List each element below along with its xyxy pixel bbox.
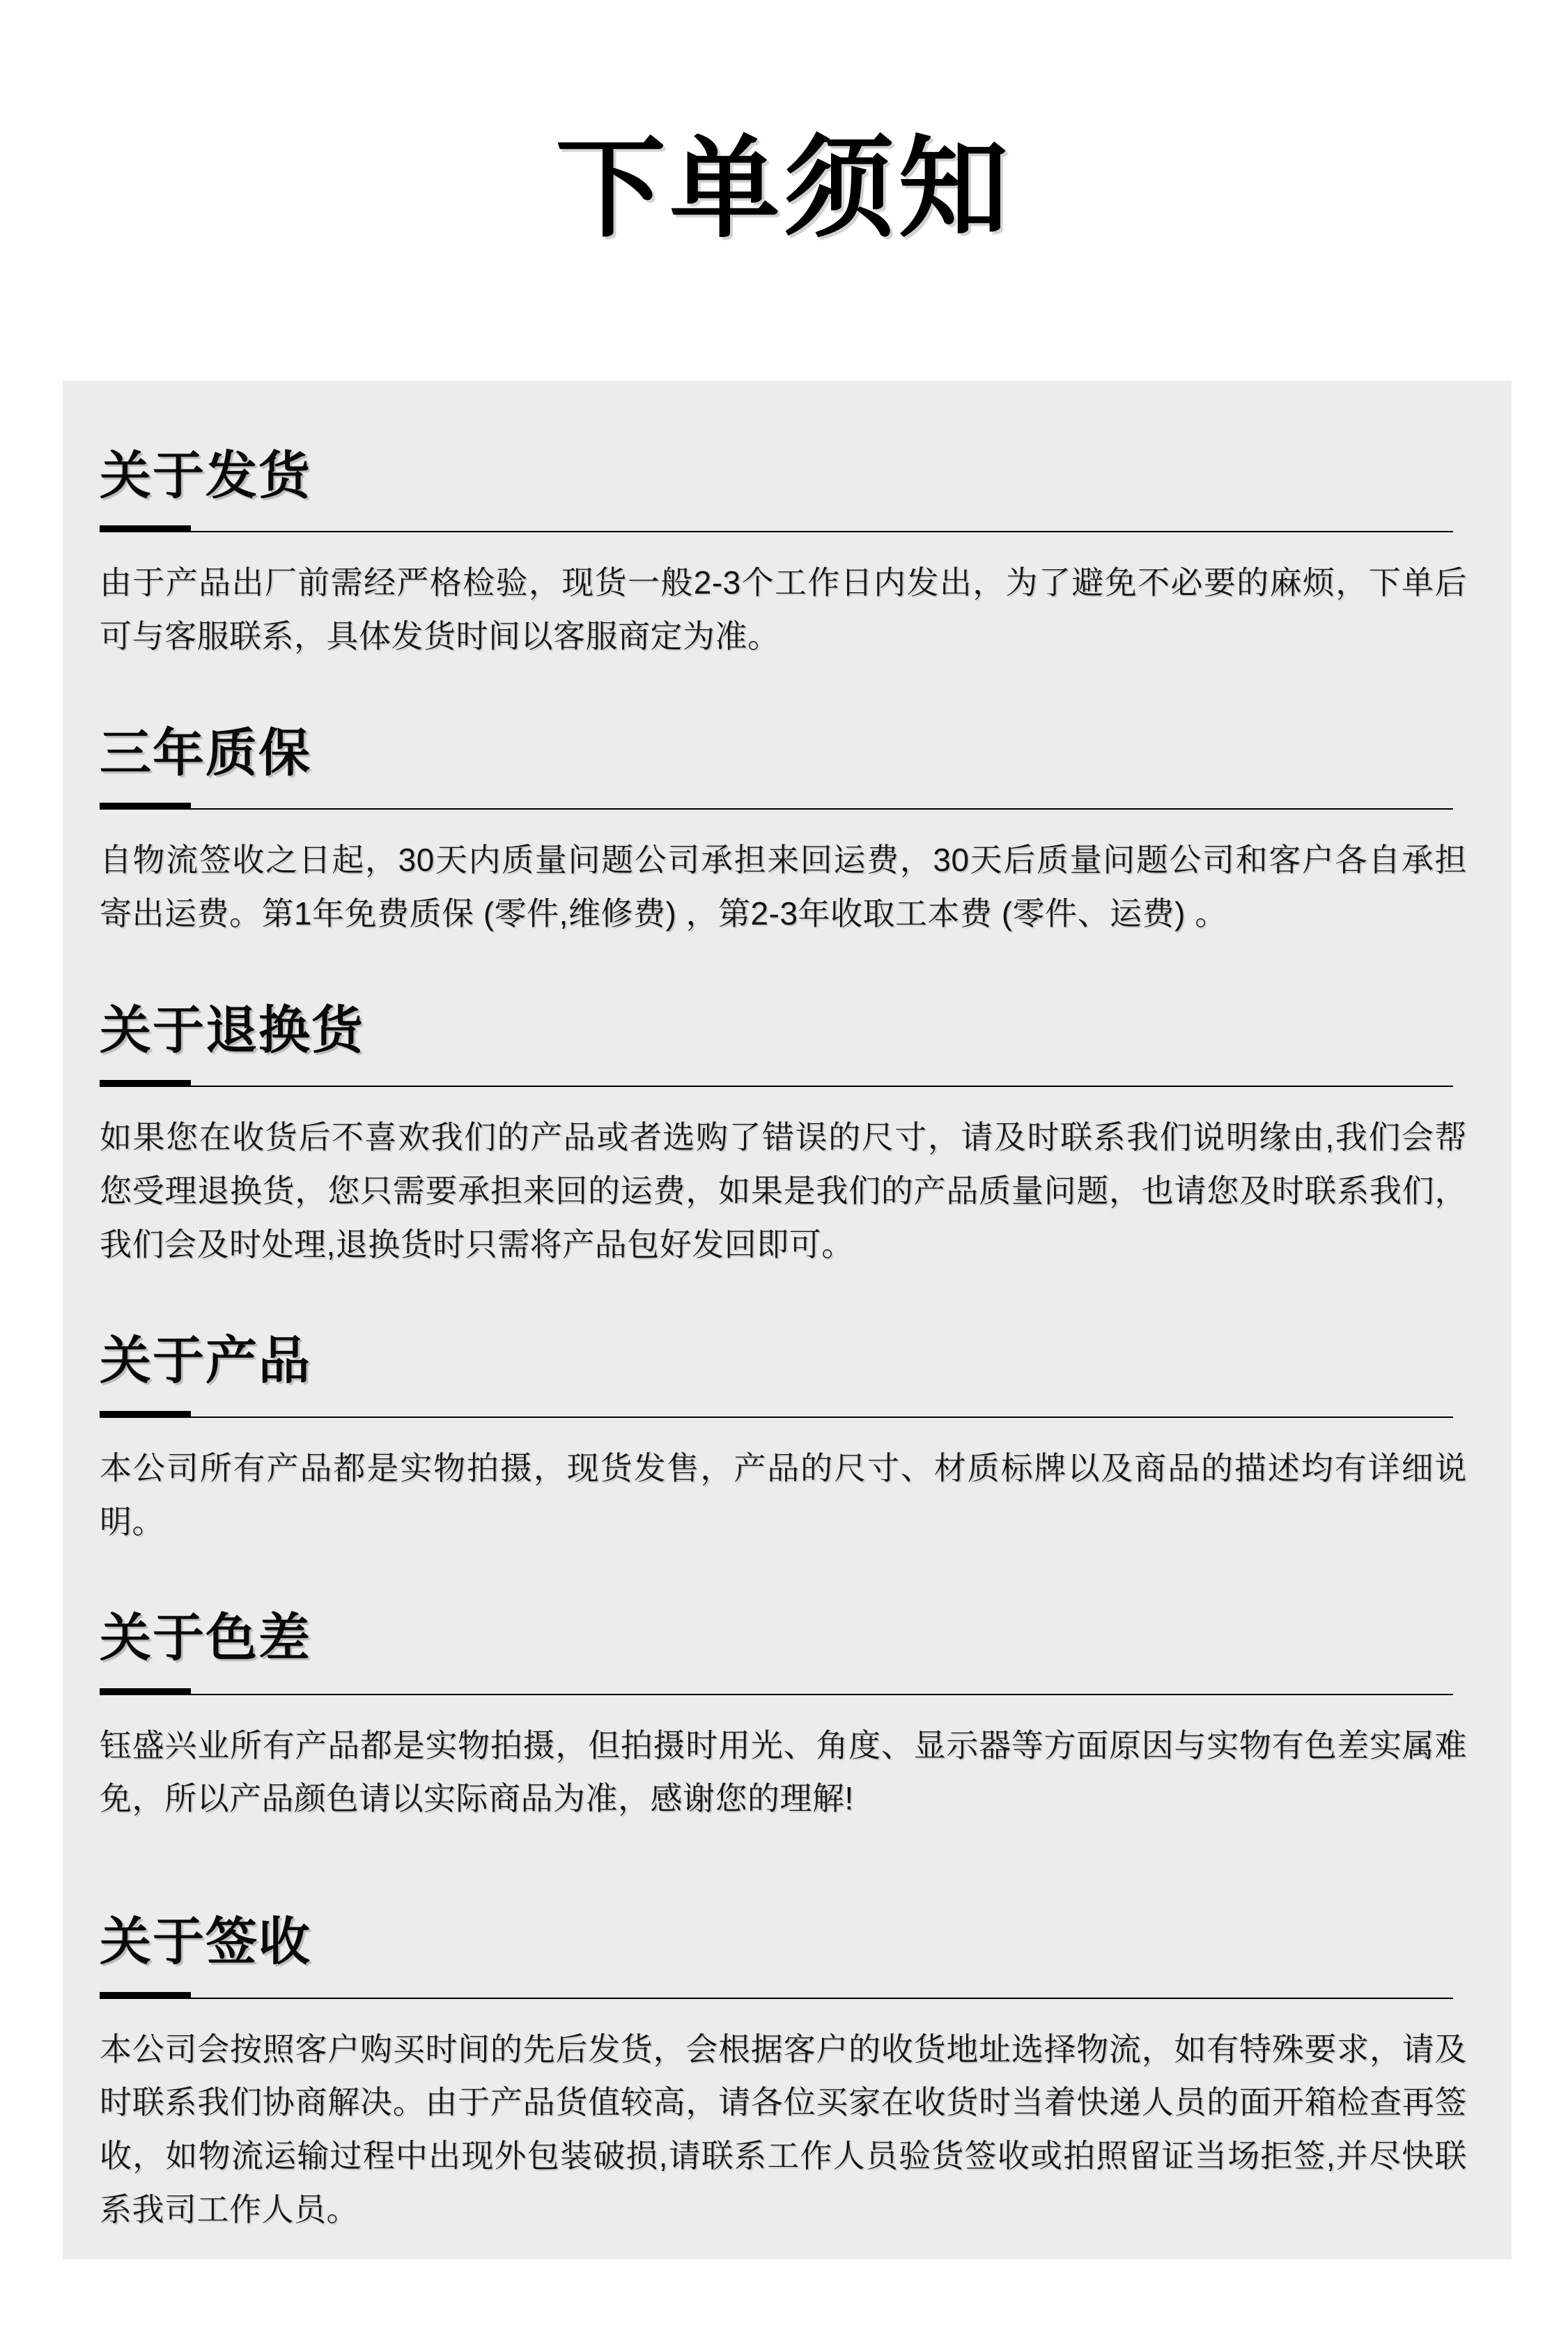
section-heading: 关于签收 bbox=[100, 1913, 311, 1971]
section-body: 本公司会按照客户购买时间的先后发货，会根据客户的收货地址选择物流，如有特殊要求，请及时联系我们协商解决。由于产品货值较高，请各位买家在收货时当着快递人员的面开箱检查再签收，如物流运输过程中出现外包装破损,请联系工作人员验货签收或拍照留证当场拒签,并尽快联系我司工作人员。 bbox=[100, 2030, 1467, 2228]
section-returns bbox=[100, 999, 1467, 1272]
underline-bar bbox=[100, 1688, 191, 1695]
section-product bbox=[100, 1329, 1467, 1548]
section-body: 自物流签收之日起，30天内质量问题公司承担来回运费，30天后质量问题公司和客户各自承担寄出运费。第1年免费质保 (零件,维修费) ，第2-3年收取工本费 (零件、运费) 。 bbox=[100, 842, 1467, 932]
section-sign-off bbox=[100, 1910, 1467, 2237]
section-warranty bbox=[100, 722, 1467, 941]
section-body: 由于产品出厂前需经严格检验，现货一般2-3个工作日内发出，为了避免不必要的麻烦，下单后可与客服联系，具体发货时间以客服商定为准。 bbox=[100, 564, 1467, 655]
section-body: 如果您在收货后不喜欢我们的产品或者选购了错误的尺寸，请及时联系我们说明缘由,我们会帮您受理退换货，您只需要承担来回的运费，如果是我们的产品质量问题，也请您及时联系我们，我们会及时处理,退换货时只需将产品包好发回即可。 bbox=[100, 1119, 1467, 1263]
content-panel bbox=[63, 380, 1512, 2260]
underline-line bbox=[191, 1416, 1453, 1418]
underline-line bbox=[191, 808, 1453, 810]
underline-bar bbox=[100, 1992, 191, 1999]
heading-underline bbox=[100, 525, 1453, 532]
underline-bar bbox=[100, 1411, 191, 1418]
section-body: 本公司所有产品都是实物拍摄，现货发售，产品的尺寸、材质标牌以及商品的描述均有详细说明。 bbox=[100, 1449, 1467, 1540]
section-color-difference bbox=[100, 1607, 1467, 1825]
section-heading: 关于退换货 bbox=[100, 1001, 364, 1059]
underline-line bbox=[191, 1086, 1453, 1087]
underline-line bbox=[191, 1694, 1453, 1695]
underline-line bbox=[191, 1998, 1453, 1999]
heading-underline bbox=[100, 1080, 1453, 1087]
underline-bar bbox=[100, 525, 191, 532]
underline-line bbox=[191, 531, 1453, 532]
section-shipping bbox=[100, 445, 1467, 663]
section-heading: 关于发货 bbox=[100, 447, 311, 504]
section-heading: 三年质保 bbox=[100, 723, 311, 782]
page-title: 下单须知 bbox=[555, 128, 1013, 250]
underline-bar bbox=[100, 1080, 191, 1087]
heading-underline bbox=[100, 1688, 1453, 1695]
heading-underline bbox=[100, 803, 1453, 810]
heading-underline bbox=[100, 1411, 1453, 1418]
heading-underline bbox=[100, 1992, 1453, 1999]
section-heading: 关于色差 bbox=[100, 1609, 311, 1667]
underline-bar bbox=[100, 803, 191, 810]
section-body: 钰盛兴业所有产品都是实物拍摄，但拍摄时用光、角度、显示器等方面原因与实物有色差实属难免，所以产品颜色请以实际商品为准，感谢您的理解! bbox=[100, 1727, 1467, 1817]
section-heading: 关于产品 bbox=[100, 1331, 311, 1390]
